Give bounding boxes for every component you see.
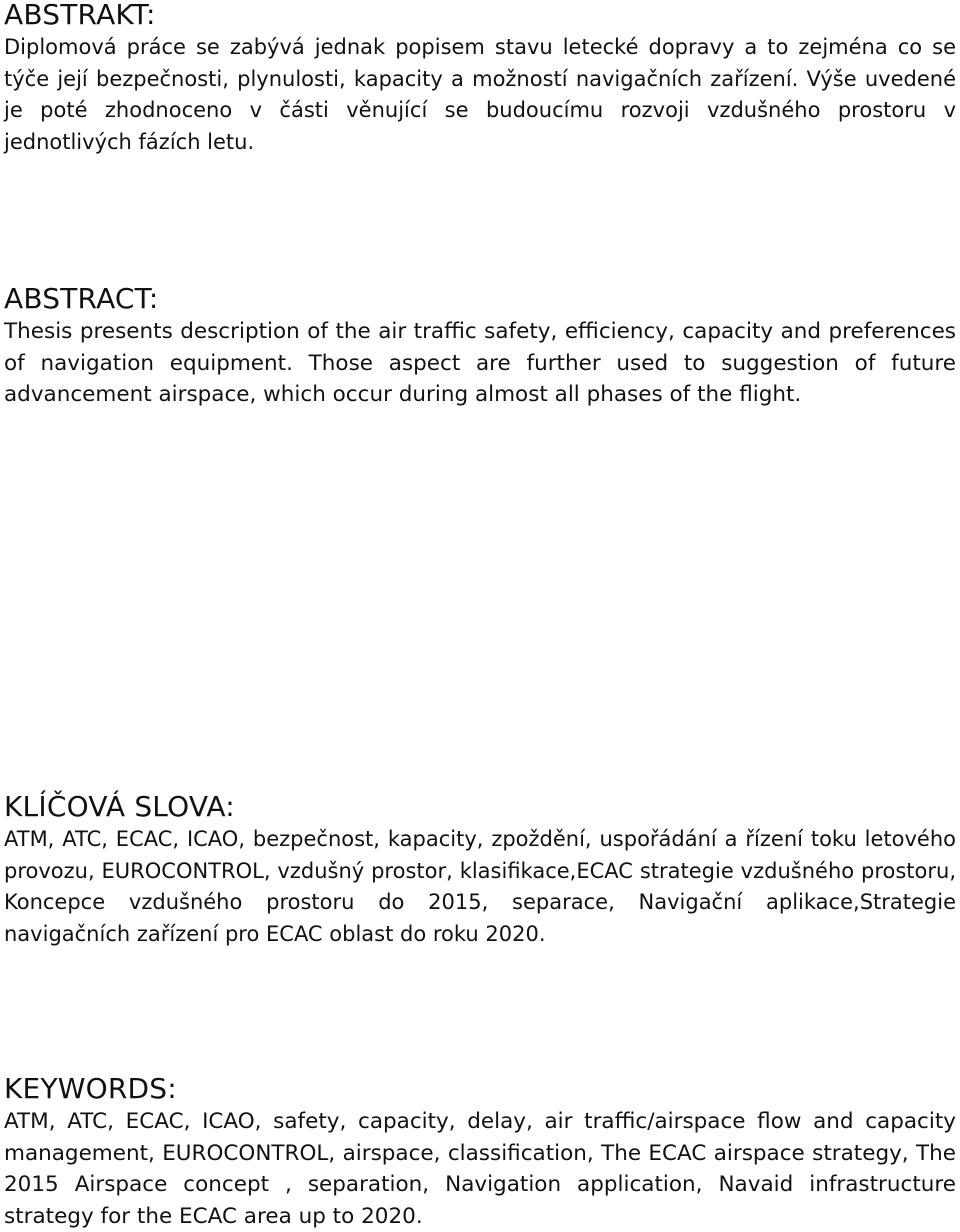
abstract-heading: ABSTRACT: xyxy=(4,282,159,315)
klicova-slova-text: ATM, ATC, ECAC, ICAO, bezpečnost, kapacity, zpoždění, uspořádání a řízení toku letového provozu, EUROCONTROL, vzdušný prostor, klasifikace,ECAC strategie vzdušného prostoru, Koncepce vzdušného prostoru do 2015, separace, Navigační aplikace,Strategie navigačních zařízení pro ECAC oblast do roku 2020. xyxy=(4,827,956,946)
abstrakt-heading: ABSTRAKT: xyxy=(4,0,156,31)
keywords-section xyxy=(4,1072,956,1232)
keywords-heading: KEYWORDS: xyxy=(4,1072,177,1105)
abstrakt-section xyxy=(4,0,956,158)
abstract-section xyxy=(4,282,956,411)
klicova-slova-section xyxy=(4,790,956,950)
keywords-text: ATM, ATC, ECAC, ICAO, safety, capacity, delay, air traffic/airspace flow and capacity management, EUROCONTROL, airspace, classification, The ECAC airspace strategy, The 2015 Airspace concept , separation, Navigation application, Navaid infrastructure strategy for the ECAC area up to 2020. xyxy=(4,1109,956,1229)
abstract-text: Thesis presents description of the air traffic safety, efficiency, capacity and preferences of navigation equipment. Those aspect are further used to suggestion of future advancement airspace, which occur during almost all phases of the flight. xyxy=(4,319,956,407)
klicova-slova-heading: KLÍČOVÁ SLOVA: xyxy=(4,790,235,823)
abstrakt-text: Diplomová práce se zabývá jednak popisem stavu letecké dopravy a to zejména co se týče její bezpečnosti, plynulosti, kapacity a možností navigačních zařízení. Výše uvedené je poté zhodnoceno v části věnující se budoucímu rozvoji vzdušného prostoru v jednotlivých fázích letu. xyxy=(4,35,956,154)
